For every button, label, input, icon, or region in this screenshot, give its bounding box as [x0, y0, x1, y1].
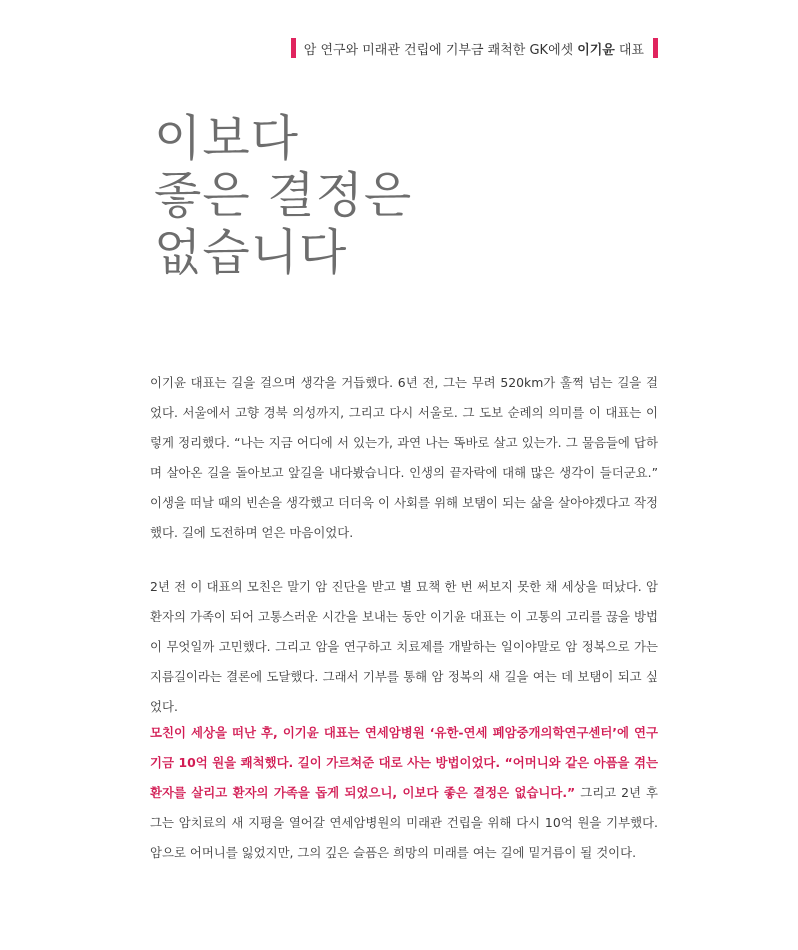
article-header — [291, 38, 658, 58]
title-line-3: 없습니다 — [154, 224, 348, 281]
header-caption: 암 연구와 미래관 건립에 기부금 쾌척한 GK에셋 — [303, 42, 574, 58]
paragraph-1: 이기윤 대표는 길을 걸으며 생각을 거듭했다. 6년 전, 그는 무려 520km가 훌쩍 넘는 길을 걸었다. 서울에서 고향 경북 의성까지, 그리고 다시 서울로. 그 도보 순례의 의미를 이 대표는 이렇게 정리했다. “나는 지금 어디에 서 있는가, 과연 나는 똑바로 살고 있는가. 그 물음들에 답하며 살아온 길을 돌아보고 앞길을 내다봤습니다. 인생의 끝자락에 대해 많은 생각이 들더군요.” 이생을 떠날 때의 빈손을 생각했고 더더욱 이 사회를 위해 보탬이 되는 삶을 살아야겠다고 작정했다. 길에 도전하며 얻은 마음이었다. — [150, 375, 658, 540]
accent-bar-right — [653, 38, 658, 58]
title-line-1: 이보다 — [154, 110, 300, 167]
paragraph-3-rest: 그리고 2년 후 그는 암치료의 새 지평을 열어갈 연세암병원의 미래관 건립을 위해 다시 10억 원을 기부했다. 암으로 어머니를 잃었지만, 그의 깊은 슬픔은 희망의 미래를 여는 길에 밑거름이 될 것이다. — [150, 785, 658, 860]
page-title — [154, 110, 412, 281]
header-name: 이기윤 — [577, 42, 615, 58]
paragraph-3-highlight: 모친이 세상을 떠난 후, 이기윤 대표는 연세암병원 ‘유한-연세 폐암중개의학연구센터’에 연구기금 10억 원을 쾌척했다. 길이 가르쳐준 대로 사는 방법이었다. “어머니와 같은 아픔을 겪는 환자를 살리고 환자의 가족을 돕게 되었으니, 이보다 좋은 결정은 없습니다.” — [150, 725, 658, 800]
paragraph-3 — [150, 718, 658, 868]
paragraph-2: 2년 전 이 대표의 모친은 말기 암 진단을 받고 별 묘책 한 번 써보지 못한 채 세상을 떠났다. 암환자의 가족이 되어 고통스러운 시간을 보내는 동안 이기윤 대표는 이 고통의 고리를 끊을 방법이 무엇일까 고민했다. 그리고 암을 연구하고 치료제를 개발하는 일이야말로 암 정복으로 가는 지름길이라는 결론에 도달했다. 그래서 기부를 통해 암 정복의 새 길을 여는 데 보탬이 되고 싶었다. — [150, 579, 658, 714]
header-suffix: 대표 — [618, 42, 644, 58]
title-line-2: 좋은 결정은 — [154, 167, 413, 224]
accent-bar-left — [291, 38, 296, 58]
